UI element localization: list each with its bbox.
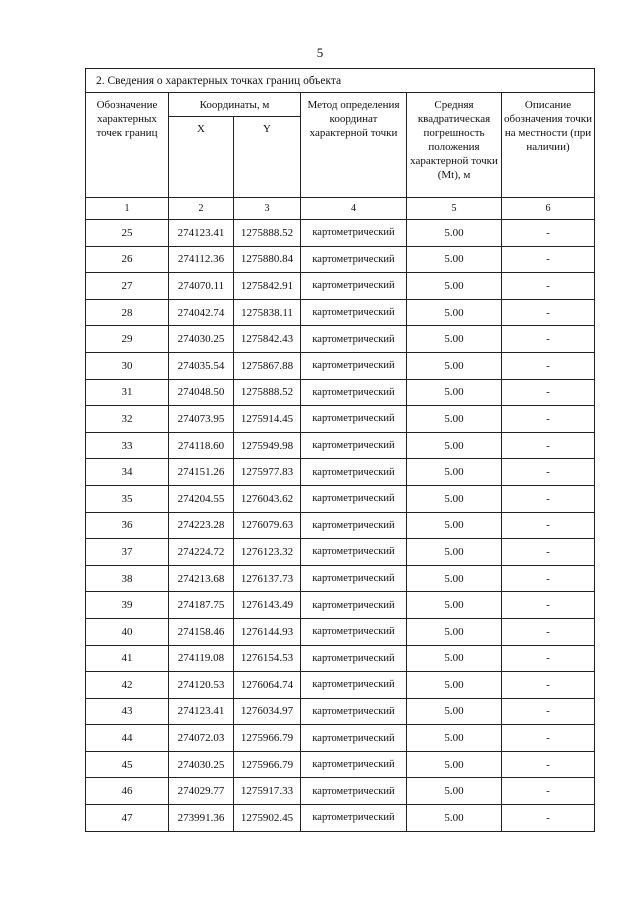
- point-cell: 27: [86, 273, 169, 300]
- header-row: [86, 93, 595, 117]
- accuracy-cell: 5.00: [407, 618, 502, 645]
- method-cell: картометрический: [301, 592, 407, 619]
- table-row: [86, 273, 595, 300]
- table-row: [86, 485, 595, 512]
- y-coordinate-cell: 1276064.74: [234, 672, 301, 699]
- description-cell: -: [502, 246, 595, 273]
- y-coordinate-cell: 1276043.62: [234, 485, 301, 512]
- column-number-row: [86, 198, 595, 220]
- method-cell: картометрический: [301, 485, 407, 512]
- method-cell: картометрический: [301, 379, 407, 406]
- x-coordinate-cell: 274035.54: [169, 352, 234, 379]
- table-row: [86, 299, 595, 326]
- method-cell: картометрический: [301, 565, 407, 592]
- description-cell: -: [502, 379, 595, 406]
- description-cell: -: [502, 485, 595, 512]
- accuracy-cell: 5.00: [407, 672, 502, 699]
- column-number: 4: [301, 198, 407, 220]
- description-cell: -: [502, 725, 595, 752]
- y-coordinate-cell: 1276079.63: [234, 512, 301, 539]
- method-cell: картометрический: [301, 778, 407, 805]
- y-coordinate-cell: 1275867.88: [234, 352, 301, 379]
- y-coordinate-cell: 1275914.45: [234, 406, 301, 433]
- accuracy-cell: 5.00: [407, 459, 502, 486]
- x-coordinate-cell: 274151.26: [169, 459, 234, 486]
- description-cell: -: [502, 220, 595, 247]
- description-cell: -: [502, 565, 595, 592]
- method-cell: картометрический: [301, 459, 407, 486]
- method-cell: картометрический: [301, 725, 407, 752]
- boundary-points-table: [85, 68, 595, 832]
- point-cell: 33: [86, 432, 169, 459]
- x-coordinate-cell: 274073.95: [169, 406, 234, 433]
- description-cell: -: [502, 406, 595, 433]
- description-cell: -: [502, 299, 595, 326]
- description-cell: -: [502, 698, 595, 725]
- y-coordinate-cell: 1275902.45: [234, 805, 301, 832]
- column-number: 1: [86, 198, 169, 220]
- x-coordinate-cell: 273991.36: [169, 805, 234, 832]
- accuracy-cell: 5.00: [407, 273, 502, 300]
- table-row: [86, 379, 595, 406]
- point-cell: 43: [86, 698, 169, 725]
- y-coordinate-cell: 1276143.49: [234, 592, 301, 619]
- method-cell: картометрический: [301, 220, 407, 247]
- description-cell: -: [502, 273, 595, 300]
- description-cell: -: [502, 805, 595, 832]
- y-coordinate-cell: 1275966.79: [234, 725, 301, 752]
- x-coordinate-cell: 274187.75: [169, 592, 234, 619]
- point-cell: 47: [86, 805, 169, 832]
- accuracy-cell: 5.00: [407, 592, 502, 619]
- x-coordinate-cell: 274030.25: [169, 326, 234, 353]
- point-cell: 34: [86, 459, 169, 486]
- description-cell: -: [502, 592, 595, 619]
- table-row: [86, 326, 595, 353]
- method-cell: картометрический: [301, 326, 407, 353]
- x-coordinate-cell: 274030.25: [169, 751, 234, 778]
- method-cell: картометрический: [301, 406, 407, 433]
- table-row: [86, 751, 595, 778]
- accuracy-cell: 5.00: [407, 805, 502, 832]
- accuracy-cell: 5.00: [407, 778, 502, 805]
- x-coordinate-cell: 274213.68: [169, 565, 234, 592]
- table-row: [86, 805, 595, 832]
- description-cell: -: [502, 352, 595, 379]
- x-coordinate-cell: 274120.53: [169, 672, 234, 699]
- point-cell: 39: [86, 592, 169, 619]
- header-accuracy: Средняя квадратическая погрешность положения характерной точки (Mt), м: [407, 93, 502, 198]
- description-cell: -: [502, 778, 595, 805]
- description-cell: -: [502, 326, 595, 353]
- table-row: [86, 512, 595, 539]
- x-coordinate-cell: 274118.60: [169, 432, 234, 459]
- point-cell: 28: [86, 299, 169, 326]
- y-coordinate-cell: 1276154.53: [234, 645, 301, 672]
- method-cell: картометрический: [301, 512, 407, 539]
- accuracy-cell: 5.00: [407, 406, 502, 433]
- y-coordinate-cell: 1275966.79: [234, 751, 301, 778]
- header-point: Обозначение характерных точек границ: [86, 93, 169, 198]
- point-cell: 44: [86, 725, 169, 752]
- table-row: [86, 778, 595, 805]
- method-cell: картометрический: [301, 432, 407, 459]
- table-row: [86, 432, 595, 459]
- accuracy-cell: 5.00: [407, 326, 502, 353]
- page-number: 5: [316, 45, 324, 60]
- accuracy-cell: 5.00: [407, 539, 502, 566]
- y-coordinate-cell: 1276144.93: [234, 618, 301, 645]
- point-cell: 38: [86, 565, 169, 592]
- method-cell: картометрический: [301, 539, 407, 566]
- header-coordinates: Координаты, м: [169, 93, 301, 117]
- x-coordinate-cell: 274112.36: [169, 246, 234, 273]
- description-cell: -: [502, 751, 595, 778]
- x-coordinate-cell: 274070.11: [169, 273, 234, 300]
- point-cell: 45: [86, 751, 169, 778]
- accuracy-cell: 5.00: [407, 751, 502, 778]
- x-coordinate-cell: 274204.55: [169, 485, 234, 512]
- x-coordinate-cell: 274042.74: [169, 299, 234, 326]
- description-cell: -: [502, 618, 595, 645]
- accuracy-cell: 5.00: [407, 220, 502, 247]
- column-number: 5: [407, 198, 502, 220]
- column-number: 6: [502, 198, 595, 220]
- x-coordinate-cell: 274224.72: [169, 539, 234, 566]
- accuracy-cell: 5.00: [407, 299, 502, 326]
- accuracy-cell: 5.00: [407, 725, 502, 752]
- method-cell: картометрический: [301, 618, 407, 645]
- x-coordinate-cell: 274072.03: [169, 725, 234, 752]
- x-coordinate-cell: 274223.28: [169, 512, 234, 539]
- accuracy-cell: 5.00: [407, 698, 502, 725]
- y-coordinate-cell: 1275977.83: [234, 459, 301, 486]
- accuracy-cell: 5.00: [407, 565, 502, 592]
- description-cell: -: [502, 672, 595, 699]
- method-cell: картометрический: [301, 273, 407, 300]
- table-row: [86, 725, 595, 752]
- table-row: [86, 592, 595, 619]
- point-cell: 30: [86, 352, 169, 379]
- header-y: Y: [234, 117, 301, 198]
- header-x: X: [169, 117, 234, 198]
- description-cell: -: [502, 539, 595, 566]
- method-cell: картометрический: [301, 352, 407, 379]
- y-coordinate-cell: 1275949.98: [234, 432, 301, 459]
- y-coordinate-cell: 1276123.32: [234, 539, 301, 566]
- table-row: [86, 565, 595, 592]
- table-row: [86, 645, 595, 672]
- table-row: [86, 618, 595, 645]
- point-cell: 29: [86, 326, 169, 353]
- y-coordinate-cell: 1275842.43: [234, 326, 301, 353]
- point-cell: 31: [86, 379, 169, 406]
- accuracy-cell: 5.00: [407, 432, 502, 459]
- x-coordinate-cell: 274158.46: [169, 618, 234, 645]
- accuracy-cell: 5.00: [407, 352, 502, 379]
- point-cell: 25: [86, 220, 169, 247]
- table-row: [86, 220, 595, 247]
- point-cell: 41: [86, 645, 169, 672]
- accuracy-cell: 5.00: [407, 645, 502, 672]
- method-cell: картометрический: [301, 698, 407, 725]
- table-row: [86, 672, 595, 699]
- section-title-row: [86, 69, 595, 93]
- x-coordinate-cell: 274048.50: [169, 379, 234, 406]
- method-cell: картометрический: [301, 246, 407, 273]
- table-body: [86, 220, 595, 832]
- x-coordinate-cell: 274123.41: [169, 220, 234, 247]
- y-coordinate-cell: 1275838.11: [234, 299, 301, 326]
- y-coordinate-cell: 1276034.97: [234, 698, 301, 725]
- header-description: Описание обозначения точки на местности (при наличии): [502, 93, 595, 198]
- description-cell: -: [502, 459, 595, 486]
- description-cell: -: [502, 645, 595, 672]
- method-cell: картометрический: [301, 751, 407, 778]
- x-coordinate-cell: 274029.77: [169, 778, 234, 805]
- point-cell: 26: [86, 246, 169, 273]
- table-row: [86, 246, 595, 273]
- section-title: 2. Сведения о характерных точках границ объекта: [86, 69, 595, 93]
- description-cell: -: [502, 432, 595, 459]
- table-row: [86, 459, 595, 486]
- x-coordinate-cell: 274119.08: [169, 645, 234, 672]
- table-row: [86, 352, 595, 379]
- y-coordinate-cell: 1275842.91: [234, 273, 301, 300]
- point-cell: 36: [86, 512, 169, 539]
- column-number: 3: [234, 198, 301, 220]
- table-row: [86, 539, 595, 566]
- y-coordinate-cell: 1275888.52: [234, 379, 301, 406]
- y-coordinate-cell: 1276137.73: [234, 565, 301, 592]
- point-cell: 32: [86, 406, 169, 433]
- header-method: Метод определения координат характерной точки: [301, 93, 407, 198]
- accuracy-cell: 5.00: [407, 512, 502, 539]
- point-cell: 42: [86, 672, 169, 699]
- accuracy-cell: 5.00: [407, 379, 502, 406]
- method-cell: картометрический: [301, 299, 407, 326]
- point-cell: 35: [86, 485, 169, 512]
- method-cell: картометрический: [301, 805, 407, 832]
- y-coordinate-cell: 1275917.33: [234, 778, 301, 805]
- point-cell: 46: [86, 778, 169, 805]
- method-cell: картометрический: [301, 645, 407, 672]
- y-coordinate-cell: 1275880.84: [234, 246, 301, 273]
- point-cell: 37: [86, 539, 169, 566]
- x-coordinate-cell: 274123.41: [169, 698, 234, 725]
- table-row: [86, 698, 595, 725]
- accuracy-cell: 5.00: [407, 246, 502, 273]
- table-row: [86, 406, 595, 433]
- point-cell: 40: [86, 618, 169, 645]
- column-number: 2: [169, 198, 234, 220]
- method-cell: картометрический: [301, 672, 407, 699]
- description-cell: -: [502, 512, 595, 539]
- y-coordinate-cell: 1275888.52: [234, 220, 301, 247]
- accuracy-cell: 5.00: [407, 485, 502, 512]
